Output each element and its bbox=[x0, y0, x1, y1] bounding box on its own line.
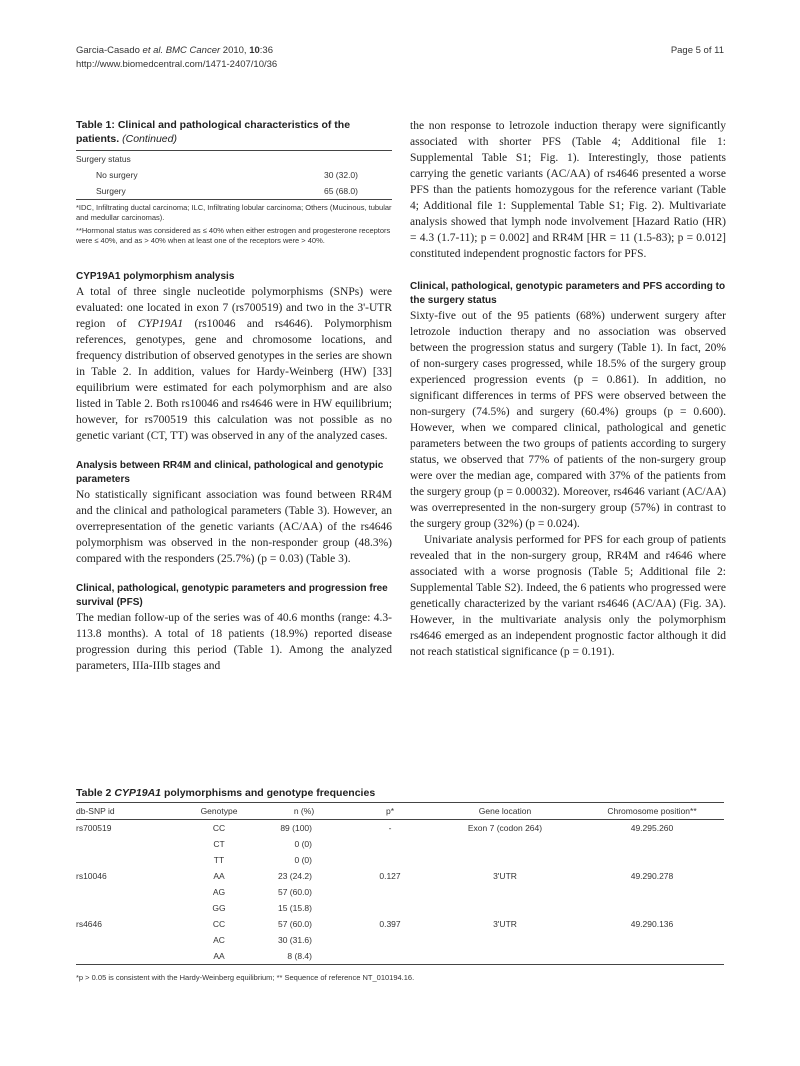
table-cell bbox=[76, 836, 180, 852]
table-cell bbox=[76, 932, 180, 948]
table-cell: 30 (32.0) bbox=[323, 170, 358, 180]
table1-footnote-2: **Hormonal status was considered as ≤ 40% when either estrogen and progesterone receptors were ≤ 40%, and as > 40% when at least one of the receptors were > 40%. bbox=[76, 226, 391, 245]
table-cell: rs700519 bbox=[76, 823, 112, 833]
table-cell: CC bbox=[212, 919, 226, 929]
table-cell: 0.397 bbox=[379, 919, 401, 929]
table-cell bbox=[350, 836, 430, 852]
table1-section: Surgery status bbox=[76, 154, 131, 164]
table-row bbox=[76, 884, 724, 900]
citation-etal: et al. bbox=[142, 45, 164, 56]
table-row bbox=[76, 167, 392, 183]
page-number: Page 5 of 11 bbox=[670, 45, 724, 56]
table-cell bbox=[430, 932, 580, 948]
table1 bbox=[76, 150, 392, 200]
table-cell: 0 (0) bbox=[294, 839, 312, 849]
table-row bbox=[76, 868, 724, 884]
table-cell bbox=[76, 948, 180, 965]
table-cell bbox=[580, 884, 724, 900]
table-cell bbox=[350, 884, 430, 900]
table-cell: 49.290.278 bbox=[630, 871, 674, 881]
table-cell bbox=[350, 852, 430, 868]
table1-footnote-1: *IDC, Infiltrating ductal carcinoma; ILC, Infiltrating lobular carcinoma; Others (Mucinous, tubular and medullar carcinomas). bbox=[76, 203, 392, 222]
paragraph: The median follow-up of the series was of 40.6 months (range: 4.3-113.8 months). A total of 18 patients (18.9%) reported disease progression during this period (Table 1). Among the analyzed parameters, IIIa-IIIb stages and bbox=[76, 612, 392, 672]
table-cell: 57 (60.0) bbox=[277, 887, 312, 897]
citation bbox=[76, 44, 724, 58]
section-heading: Clinical, pathological, genotypic parameters and PFS according to the surgery status bbox=[410, 281, 726, 306]
table-cell: 49.295.260 bbox=[630, 823, 674, 833]
table-cell: 8 (8.4) bbox=[287, 951, 312, 961]
table-cell: 23 (24.2) bbox=[277, 871, 312, 881]
table-cell: rs4646 bbox=[76, 919, 102, 929]
table-row bbox=[76, 852, 724, 868]
table-cell: - bbox=[388, 823, 392, 833]
citation-year: 2010, bbox=[222, 45, 250, 56]
article-url[interactable]: http://www.biomedcentral.com/1471-2407/10/36 bbox=[76, 59, 278, 70]
table-cell bbox=[76, 884, 180, 900]
table-row bbox=[76, 836, 724, 852]
table-cell: TT bbox=[213, 855, 225, 865]
table-cell bbox=[430, 852, 580, 868]
table-cell bbox=[350, 948, 430, 965]
column-header: db-SNP id bbox=[76, 803, 180, 820]
table-cell: 0 (0) bbox=[294, 855, 312, 865]
paragraph bbox=[76, 284, 392, 444]
column-header: n (%) bbox=[258, 803, 350, 820]
paragraph: the non response to letrozole induction therapy were significantly associated with shorter PFS (Table 4; Additional file 1: Supplemental Table S1; Fig. 1). Interestingly, those patients carrying the genetic variants (AC/AA) of rs4646 presented a worse PFS than the patients homozygous for the reference variant (Table 4; Additional file 1: Supplemental Table S1; Fig. 2). Multivariate analysis showed that lymph node involvement [Hazard Ratio (HR) = 4.3 (1.7-11); p = 0.002] and RR4M [HR = 11 (1.5-83); p = 0.012] constituted independent prognostic factors for PFS. bbox=[410, 120, 726, 260]
table-cell: AG bbox=[212, 887, 226, 897]
table-cell: No surgery bbox=[96, 170, 138, 180]
table-row bbox=[76, 183, 392, 200]
table-cell bbox=[430, 948, 580, 965]
table2-footnote: *p > 0.05 is consistent with the Hardy-Weinberg equilibrium; ** Sequence of reference NT_010194.16. bbox=[76, 973, 415, 982]
table-row bbox=[76, 900, 724, 916]
table-cell bbox=[350, 932, 430, 948]
table-cell: 3'UTR bbox=[493, 919, 517, 929]
paragraph: Univariate analysis performed for PFS for each group of patients revealed that in the non-surgery group, RR4M and r4646 where associated with a worse prognosis (Table 5; Additional file 2: Supplemental Table S2). Indeed, the 6 patients who progressed were genetically characterized by the variant rs4646 (AC/AA) (Fig. 3A). However, in the multivariate analysis only the polymorphism rs4646 emerged as an independent prognostic factor although it did not reach statistical significance (p = 0.191). bbox=[410, 534, 726, 658]
table-cell: AC bbox=[213, 935, 225, 945]
table-cell: 89 (100) bbox=[280, 823, 312, 833]
table-cell bbox=[580, 932, 724, 948]
paragraph-text: A total of three single nucleotide polymorphisms (SNPs) were evaluated: one located in exon 7 (rs700519) and two in the 3'-UTR region of bbox=[76, 286, 392, 330]
paragraph: Sixty-five out of the 95 patients (68%) underwent surgery after letrozole induction therapy and no association was observed between the progression status and surgery (Table 1). In fact, 20% of non-surgery cases progressed, while 18.5% of the surgery group experienced progression events (p = 0.861). In addition, no significant differences in terms of PFS were observed between the non-surgery (74.5%) and surgery (60.4%) groups (p = 0.600). However, when we compared clinical, pathological and genetic parameters between the two groups of patients according to surgery status, we observed that 77% of patients of the non-surgery group were over the median age, compared with 37% of the patients from the surgery group (p = 0.00032). Moreover, rs4646 variant (AC/AA) was overrepresented in the non-surgery group (57%) in contrast to the surgery group (32%) (p = 0.024). bbox=[410, 310, 726, 530]
table-cell: GG bbox=[212, 903, 226, 913]
table-cell bbox=[76, 852, 180, 868]
table-cell: rs10046 bbox=[76, 871, 107, 881]
table-cell: 0.127 bbox=[379, 871, 401, 881]
column-header: p* bbox=[350, 803, 430, 820]
citation-authors: Garcia-Casado bbox=[76, 45, 143, 56]
table-cell bbox=[430, 900, 580, 916]
section-heading: Clinical, pathological, genotypic parameters and progression free survival (PFS) bbox=[76, 583, 388, 608]
table-cell: Surgery bbox=[96, 186, 126, 196]
column-header: Gene location bbox=[430, 803, 580, 820]
left-column bbox=[76, 118, 392, 674]
table-cell: Exon 7 (codon 264) bbox=[467, 823, 543, 833]
page-header bbox=[76, 44, 724, 72]
column-header: Genotype bbox=[180, 803, 258, 820]
table-cell: CT bbox=[213, 839, 225, 849]
table-cell: 57 (60.0) bbox=[277, 919, 312, 929]
table2-body bbox=[76, 820, 724, 965]
table-cell bbox=[580, 900, 724, 916]
table-row bbox=[76, 932, 724, 948]
table-row bbox=[76, 820, 724, 837]
table2-title-text: Table 2 bbox=[76, 787, 115, 799]
citation-issue: :36 bbox=[259, 45, 274, 56]
paragraph-text: (rs10046 and rs4646). Polymorphism references, genotypes, gene and chromosome locations, and frequency distribution of observed genotypes in the series are shown in Table 2. In addition, values for Hardy-Weinberg (HW) [33] equilibrium were estimated for each polymorphism and are also listed in Table 2. Both rs10046 and rs4646 were in HW equilibrium; however, for rs700519 this calculation was not possible as no genetic variant (CT, TT) was observed in any of the analyzed cases. bbox=[76, 318, 393, 442]
table-cell bbox=[350, 900, 430, 916]
table1-title-text: Table 1: Clinical and pathological characteristics of the patients. bbox=[76, 119, 351, 145]
table2-title-text: polymorphisms and genotype frequencies bbox=[161, 787, 376, 799]
table-cell bbox=[580, 836, 724, 852]
paragraph: No statistically significant association was found between RR4M and the clinical and pathological parameters (Table 3). However, an overrepresentation of the genetic variants (AC/AA) of the rs4646 polymorphism was observed in the non-responder group (48.3%) compared with the responders (25.7%) (p = 0.03) (Table 3). bbox=[76, 489, 392, 565]
table-row bbox=[76, 948, 724, 965]
table-cell: AA bbox=[213, 951, 225, 961]
table-cell: 30 (31.6) bbox=[277, 935, 312, 945]
table2-title bbox=[76, 787, 375, 799]
table-header-row bbox=[76, 803, 724, 820]
citation-journal: BMC Cancer bbox=[163, 45, 223, 56]
table-cell: 49.290.136 bbox=[630, 919, 674, 929]
table-cell: AA bbox=[213, 871, 225, 881]
table-cell: 3'UTR bbox=[493, 871, 517, 881]
right-column bbox=[410, 118, 726, 660]
table-cell bbox=[580, 948, 724, 965]
table-cell bbox=[580, 852, 724, 868]
table2 bbox=[76, 802, 724, 965]
section-heading: CYP19A1 polymorphism analysis bbox=[76, 271, 235, 282]
citation-volume: 10 bbox=[249, 45, 260, 56]
table-cell: 15 (15.8) bbox=[277, 903, 312, 913]
table-cell bbox=[430, 884, 580, 900]
table-cell: CC bbox=[212, 823, 226, 833]
table-cell bbox=[76, 900, 180, 916]
column-header: Chromosome position** bbox=[580, 803, 724, 820]
gene-name: CYP19A1 bbox=[114, 787, 162, 799]
table-row bbox=[76, 151, 392, 168]
section-heading: Analysis between RR4M and clinical, pathological and genotypic parameters bbox=[76, 460, 384, 485]
table-row bbox=[76, 916, 724, 932]
table-cell: 65 (68.0) bbox=[323, 186, 358, 196]
table-cell bbox=[430, 836, 580, 852]
table1-title bbox=[76, 118, 392, 146]
table1-continued: (Continued) bbox=[122, 133, 177, 145]
gene-name: CYP19A1 bbox=[137, 318, 184, 330]
